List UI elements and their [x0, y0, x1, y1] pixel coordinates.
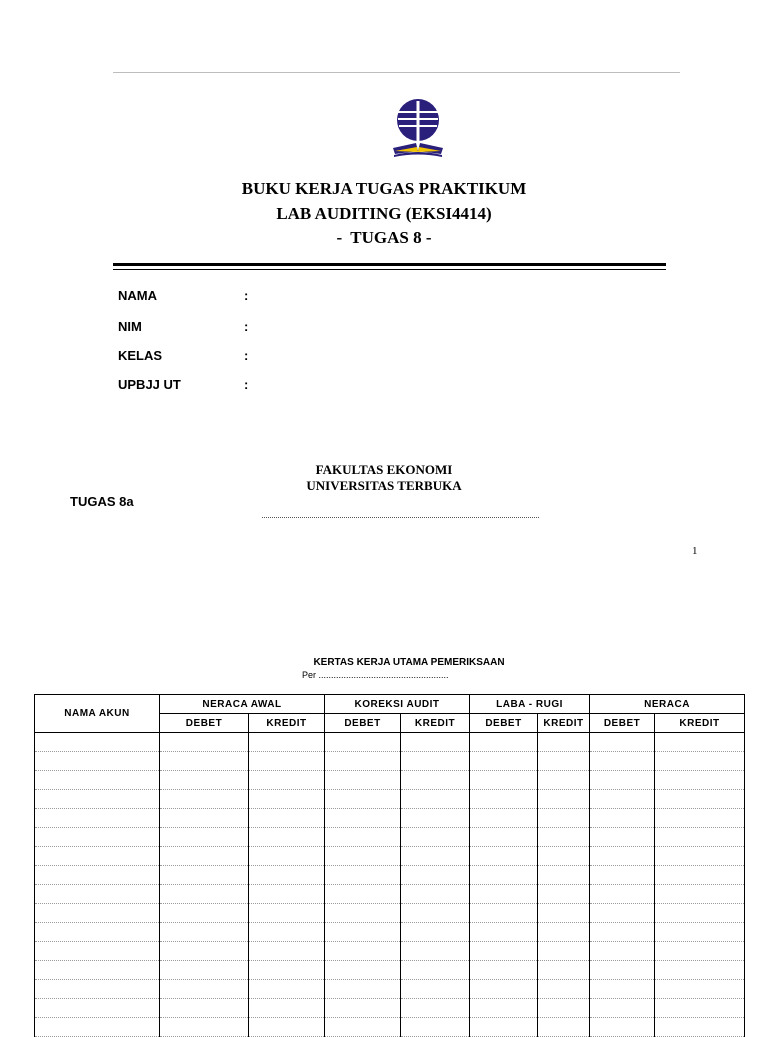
amount-cell — [160, 733, 249, 752]
amount-cell — [590, 771, 655, 790]
upbjj-label: UPBJJ UT — [118, 377, 181, 392]
amount-cell — [655, 847, 745, 866]
debit-header: DEBET — [160, 714, 249, 733]
amount-cell — [655, 980, 745, 999]
amount-cell — [655, 733, 745, 752]
amount-cell — [160, 866, 249, 885]
account-name-cell — [35, 923, 160, 942]
amount-cell — [160, 923, 249, 942]
amount-cell — [401, 942, 470, 961]
amount-cell — [538, 980, 590, 999]
amount-cell — [655, 904, 745, 923]
amount-cell — [590, 847, 655, 866]
amount-cell — [538, 1018, 590, 1037]
table-row — [35, 942, 745, 961]
top-rule — [113, 72, 680, 73]
upbjj-colon: : — [244, 377, 249, 392]
amount-cell — [325, 942, 401, 961]
amount-cell — [470, 961, 538, 980]
table-row — [35, 828, 745, 847]
class-colon: : — [244, 348, 249, 363]
amount-cell — [401, 790, 470, 809]
amount-cell — [655, 790, 745, 809]
amount-cell — [249, 999, 325, 1018]
group-header-profit-loss: LABA - RUGI — [470, 695, 590, 714]
amount-cell — [590, 980, 655, 999]
amount-cell — [249, 847, 325, 866]
amount-cell — [655, 809, 745, 828]
amount-cell — [249, 752, 325, 771]
amount-cell — [655, 752, 745, 771]
assignment-title: - TUGAS 8 - — [336, 228, 432, 247]
amount-cell — [538, 999, 590, 1018]
worksheet-body — [35, 733, 745, 1037]
amount-cell — [401, 733, 470, 752]
amount-cell — [325, 885, 401, 904]
amount-cell — [249, 961, 325, 980]
amount-cell — [401, 923, 470, 942]
audit-worksheet-table — [34, 694, 745, 1037]
university-name: UNIVERSITAS TERBUKA — [306, 478, 462, 493]
amount-cell — [590, 885, 655, 904]
course-title: LAB AUDITING (EKSI4414) — [276, 204, 492, 223]
account-name-cell — [35, 752, 160, 771]
amount-cell — [538, 961, 590, 980]
amount-cell — [538, 904, 590, 923]
amount-cell — [470, 809, 538, 828]
debit-header: DEBET — [325, 714, 401, 733]
account-name-cell — [35, 733, 160, 752]
amount-cell — [470, 1018, 538, 1037]
amount-cell — [325, 828, 401, 847]
table-row — [35, 904, 745, 923]
name-colon: : — [244, 288, 249, 303]
amount-cell — [249, 1018, 325, 1037]
amount-cell — [538, 885, 590, 904]
amount-cell — [538, 828, 590, 847]
amount-cell — [325, 1018, 401, 1037]
amount-cell — [470, 828, 538, 847]
group-header-opening-balance: NERACA AWAL — [160, 695, 325, 714]
table-row — [35, 961, 745, 980]
table-row — [35, 752, 745, 771]
amount-cell — [655, 828, 745, 847]
credit-header: KREDIT — [655, 714, 745, 733]
amount-cell — [160, 828, 249, 847]
amount-cell — [160, 1018, 249, 1037]
amount-cell — [249, 733, 325, 752]
amount-cell — [160, 942, 249, 961]
table-row — [35, 733, 745, 752]
amount-cell — [655, 771, 745, 790]
amount-cell — [590, 923, 655, 942]
amount-cell — [401, 771, 470, 790]
amount-cell — [590, 999, 655, 1018]
amount-cell — [538, 752, 590, 771]
amount-cell — [470, 733, 538, 752]
group-header-balance-sheet: NERACA — [590, 695, 745, 714]
header-rule-thin — [113, 269, 666, 270]
amount-cell — [538, 923, 590, 942]
amount-cell — [160, 961, 249, 980]
amount-cell — [325, 961, 401, 980]
amount-cell — [590, 733, 655, 752]
class-label: KELAS — [118, 348, 163, 363]
amount-cell — [538, 809, 590, 828]
amount-cell — [401, 828, 470, 847]
amount-cell — [470, 885, 538, 904]
nim-colon: : — [244, 319, 249, 334]
amount-cell — [401, 809, 470, 828]
account-name-cell — [35, 790, 160, 809]
nim-label: NIM — [118, 319, 142, 334]
amount-cell — [655, 942, 745, 961]
document-title: BUKU KERJA TUGAS PRAKTIKUM — [241, 179, 527, 198]
page-number: 1 — [692, 545, 698, 557]
account-name-cell — [35, 809, 160, 828]
amount-cell — [470, 942, 538, 961]
amount-cell — [590, 961, 655, 980]
amount-cell — [249, 942, 325, 961]
amount-cell — [538, 771, 590, 790]
amount-cell — [590, 942, 655, 961]
amount-cell — [538, 733, 590, 752]
table-row — [35, 999, 745, 1018]
debit-header: DEBET — [590, 714, 655, 733]
amount-cell — [538, 942, 590, 961]
credit-header: KREDIT — [401, 714, 470, 733]
amount-cell — [325, 866, 401, 885]
amount-cell — [160, 847, 249, 866]
amount-cell — [325, 980, 401, 999]
amount-cell — [249, 904, 325, 923]
account-name-header: NAMA AKUN — [35, 695, 160, 733]
amount-cell — [401, 885, 470, 904]
amount-cell — [249, 809, 325, 828]
amount-cell — [401, 980, 470, 999]
amount-cell — [470, 752, 538, 771]
amount-cell — [401, 866, 470, 885]
amount-cell — [401, 999, 470, 1018]
credit-header: KREDIT — [538, 714, 590, 733]
faculty-name: FAKULTAS EKONOMI — [315, 462, 453, 477]
account-name-cell — [35, 942, 160, 961]
amount-cell — [401, 904, 470, 923]
table-row — [35, 847, 745, 866]
amount-cell — [249, 923, 325, 942]
amount-cell — [160, 771, 249, 790]
account-name-cell — [35, 771, 160, 790]
amount-cell — [655, 885, 745, 904]
amount-cell — [538, 847, 590, 866]
amount-cell — [160, 999, 249, 1018]
amount-cell — [590, 1018, 655, 1037]
amount-cell — [590, 866, 655, 885]
header-rule-thick — [113, 263, 666, 266]
worksheet-period: Per .................................................... — [302, 670, 449, 680]
worksheet-title: KERTAS KERJA UTAMA PEMERIKSAAN — [313, 657, 505, 668]
amount-cell — [470, 771, 538, 790]
debit-header: DEBET — [470, 714, 538, 733]
table-row — [35, 771, 745, 790]
amount-cell — [249, 828, 325, 847]
amount-cell — [401, 1018, 470, 1037]
account-name-cell — [35, 961, 160, 980]
table-row — [35, 790, 745, 809]
account-name-cell — [35, 885, 160, 904]
section-label: TUGAS 8a — [70, 494, 134, 509]
account-name-cell — [35, 847, 160, 866]
amount-cell — [590, 809, 655, 828]
account-name-cell — [35, 828, 160, 847]
amount-cell — [655, 923, 745, 942]
amount-cell — [470, 999, 538, 1018]
amount-cell — [249, 771, 325, 790]
amount-cell — [470, 847, 538, 866]
amount-cell — [470, 904, 538, 923]
account-name-cell — [35, 904, 160, 923]
table-row — [35, 809, 745, 828]
amount-cell — [538, 866, 590, 885]
amount-cell — [590, 828, 655, 847]
amount-cell — [325, 847, 401, 866]
amount-cell — [590, 904, 655, 923]
amount-cell — [470, 790, 538, 809]
table-row — [35, 923, 745, 942]
account-name-cell — [35, 980, 160, 999]
amount-cell — [470, 866, 538, 885]
amount-cell — [590, 790, 655, 809]
amount-cell — [249, 980, 325, 999]
amount-cell — [655, 1018, 745, 1037]
amount-cell — [401, 961, 470, 980]
account-name-cell — [35, 1018, 160, 1037]
amount-cell — [470, 923, 538, 942]
amount-cell — [325, 790, 401, 809]
amount-cell — [249, 866, 325, 885]
amount-cell — [160, 752, 249, 771]
dotted-separator — [262, 517, 539, 518]
amount-cell — [325, 923, 401, 942]
table-row — [35, 980, 745, 999]
university-emblem-icon — [389, 97, 447, 159]
amount-cell — [325, 752, 401, 771]
amount-cell — [160, 809, 249, 828]
amount-cell — [655, 999, 745, 1018]
table-row — [35, 1018, 745, 1037]
account-name-cell — [35, 866, 160, 885]
amount-cell — [160, 790, 249, 809]
amount-cell — [160, 980, 249, 999]
amount-cell — [249, 790, 325, 809]
account-name-cell — [35, 999, 160, 1018]
amount-cell — [538, 790, 590, 809]
amount-cell — [655, 961, 745, 980]
amount-cell — [160, 904, 249, 923]
table-row — [35, 866, 745, 885]
amount-cell — [470, 980, 538, 999]
amount-cell — [160, 885, 249, 904]
amount-cell — [325, 904, 401, 923]
amount-cell — [325, 999, 401, 1018]
table-row — [35, 885, 745, 904]
amount-cell — [249, 885, 325, 904]
group-header-audit-correction: KOREKSI AUDIT — [325, 695, 470, 714]
credit-header: KREDIT — [249, 714, 325, 733]
amount-cell — [325, 809, 401, 828]
amount-cell — [325, 733, 401, 752]
amount-cell — [590, 752, 655, 771]
amount-cell — [401, 847, 470, 866]
amount-cell — [655, 866, 745, 885]
amount-cell — [325, 771, 401, 790]
name-label: NAMA — [118, 288, 157, 303]
amount-cell — [401, 752, 470, 771]
